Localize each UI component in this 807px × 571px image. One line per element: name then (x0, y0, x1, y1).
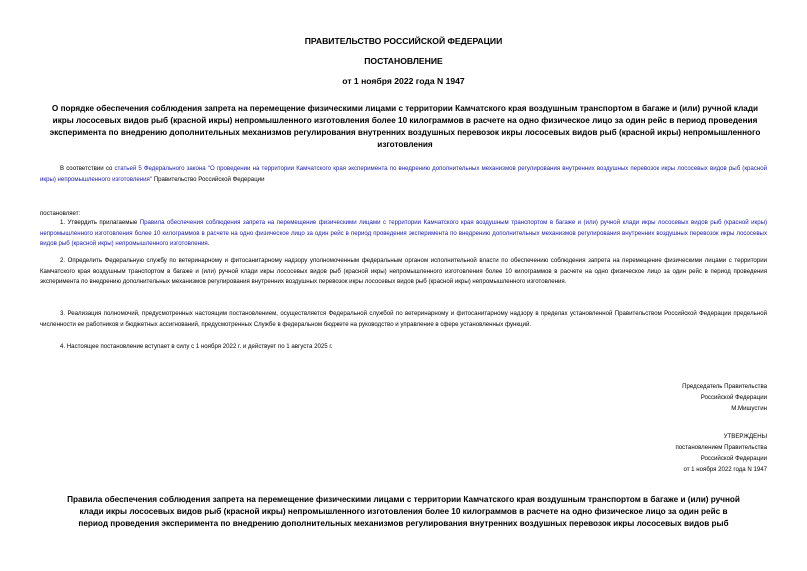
approved-heading: УТВЕРЖДЕНЫ (723, 433, 767, 440)
rules-title (30, 494, 777, 530)
item-1-prefix: 1. Утвердить прилагаемые (60, 219, 140, 226)
signature-block (682, 381, 767, 414)
decree-word: постановляет: (40, 210, 81, 217)
rules-title-line: период проведения эксперимента по внедрению дополнительных механизмов регулирования внутренних воздушных перевозок икры лососевых видов рыб (78, 519, 729, 528)
signature-position: Председатель Правительства (682, 383, 767, 390)
approved-rules-link[interactable]: Правила обеспечения соблюдения запрета на перемещение физическими лицами с территории Камчатского края воздушным транспортом в багаже и (или) ручной клади икры лососевых видов рыб (красной икры) непромышленного изготовления более 10 килограммов в расчете на одно физическое лицо за один рейс в период проведения эксперимента по внедрению дополнительных механизмов регулирования внутренних воздушных перевозок икры лососевых видов рыб (красной икры) непромышленного изготовления (40, 219, 768, 247)
item-1-paragraph (40, 218, 767, 250)
legal-basis-suffix: Правительство Российской Федерации (152, 175, 265, 183)
approved-by: постановлением Правительства (675, 444, 767, 451)
document-title: О порядке обеспечения соблюдения запрета на перемещение физическими лицами с территории Камчатского края воздушным транспортом в багаже и (или) ручной клади икры лососевых видов рыб (красной икры) непромышленного изготовления более 10 килограммов в расчете на одно физическое лицо за один рейс в период проведения эксперимента по внедрению дополнительных механизмов регулирования внутренних воздушных перевозок икры лососевых видов рыб (красной икры) непромышленного изготовления (49, 104, 761, 149)
signature-name: М.Мишустин (731, 405, 767, 412)
document-date-number: от 1 ноября 2022 года N 1947 (342, 76, 465, 86)
issuing-authority: ПРАВИТЕЛЬСТВО РОССИЙСКОЙ ФЕДЕРАЦИИ (304, 36, 503, 46)
legal-basis-prefix: В соответствии со (60, 165, 115, 172)
item-3-paragraph: 3. Реализация полномочий, предусмотренных настоящим постановлением, осуществляется Федеральной службой по ветеринарному и фитосанитарному надзору в пределах установленной Правительством Российской Федерации предельной численности ее работников и бюджетных ассигнований, предусмотренных Службе в федеральном бюджете на руководство и управление в сфере установленных функций. (40, 310, 767, 328)
approved-country: Российской Федерации (700, 455, 767, 462)
signature-country: Российской Федерации (700, 394, 767, 401)
document-type: ПОСТАНОВЛЕНИЕ (364, 56, 443, 66)
rules-title-line: клади икры лососевых видов рыб (красной икры) непромышленного изготовления более 10 килограммов в расчете на одно физическое лицо за один рейс в (79, 507, 728, 516)
item-2-paragraph: 2. Определить Федеральную службу по ветеринарному и фитосанитарному надзору уполномоченным федеральным органом исполнительной власти по обеспечению соблюдения запрета на перемещение физическими лицами с территории Камчатского края воздушным транспортом в багаже и (или) ручной клади икры лососевых видов рыб (красной икры) непромышленного изготовления более 10 килограммов в расчете на одно физическое лицо за один рейс в период проведения эксперимента по внедрению дополнительных механизмов регулирования внутренних воздушных перевозок икры лососевых видов рыб (красной икры) непромышленного изготовления. (40, 257, 767, 285)
approved-date: от 1 ноября 2022 года N 1947 (683, 466, 767, 473)
approval-stamp (675, 431, 767, 475)
rules-title-line: Правила обеспечения соблюдения запрета на перемещение физическими лицами с территории Камчатского края воздушным транспортом в багаже и (или) ручной (67, 495, 740, 504)
federal-law-article-link[interactable]: статьей 5 Федерального закона "О проведении на территории Камчатского края эксперимента по внедрению дополнительных механизмов регулирования внутренних воздушных перевозок икры лососевых видов рыб (красной икры) непромышленного изготовления" (40, 165, 767, 183)
legal-basis-paragraph (40, 164, 767, 185)
item-4-paragraph: 4. Настоящее постановление вступает в силу с 1 ноября 2022 г. и действует по 1 августа 2025 г. (60, 343, 333, 350)
item-1-suffix: . (207, 240, 210, 247)
